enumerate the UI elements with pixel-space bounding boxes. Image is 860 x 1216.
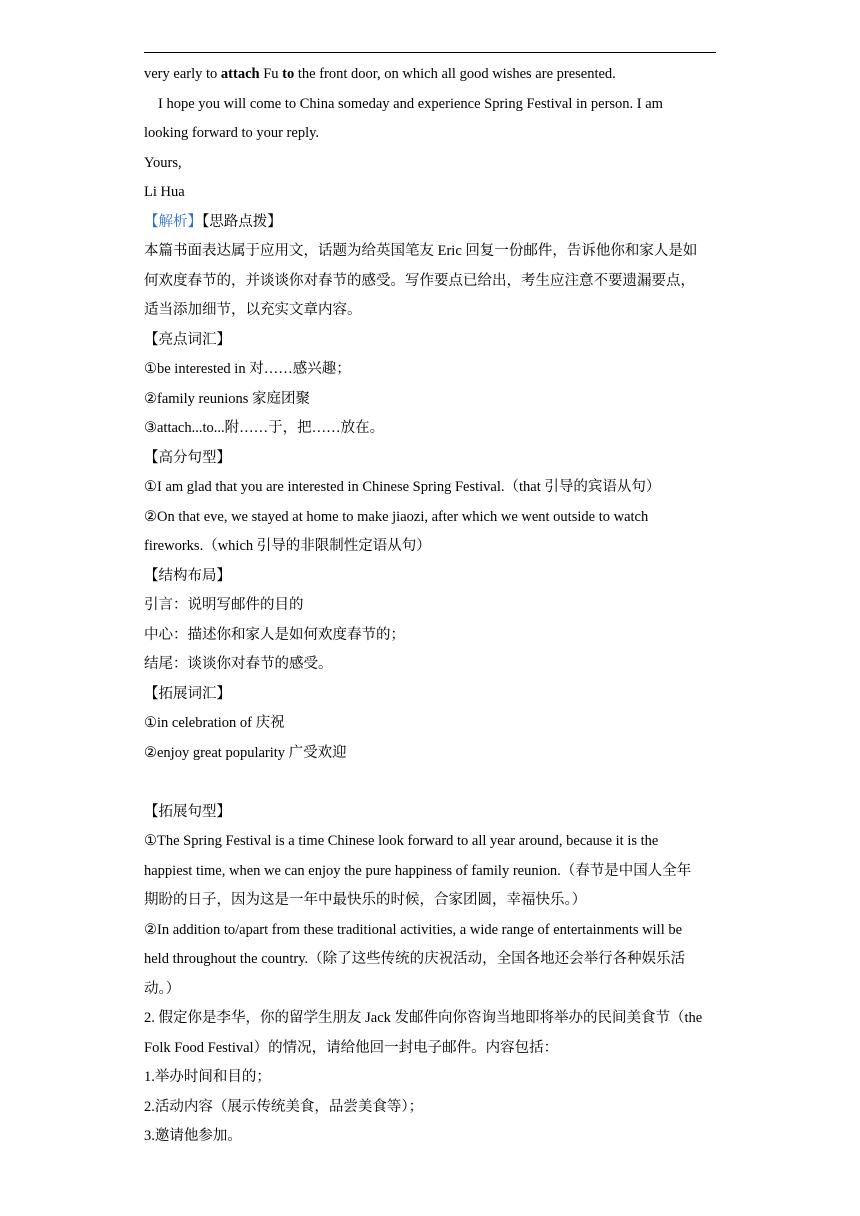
analysis-text: 本篇书面表达属于应用文，话题为给英国笔友 Eric 回复一份邮件，告诉他你和家人是如 — [144, 243, 698, 259]
letter-text: the front door, on which all good wishes are presented. — [294, 66, 616, 82]
bold-word: attach — [220, 66, 260, 82]
ext-sentence-text: held throughout the country.（除了这些传统的庆祝活动，全国各地还会举行各种娱乐活 — [144, 951, 686, 967]
bold-word: to — [282, 66, 295, 82]
analysis-heading-line — [144, 208, 718, 238]
ext-sentences-heading: 【拓展句型】 — [144, 803, 231, 820]
vocab-item: ①be interested in 对……感兴趣； — [144, 361, 351, 377]
ext-sentence-text: ①The Spring Festival is a time Chinese look forward to all year around, because it is the — [144, 833, 659, 849]
blank-line — [144, 768, 718, 798]
ext-sentence-text: 动。） — [144, 980, 181, 997]
letter-line — [144, 60, 718, 90]
ext-sentence-text: happiest time, when we can enjoy the pure happiness of family reunion.（春节是中国人全年 — [144, 862, 692, 879]
sentence-item: ②On that eve, we stayed at home to make jiaozi, after which we went outside to watch — [144, 508, 649, 525]
question-point: 2.活动内容（展示传统美食，品尝美食等）； — [144, 1098, 424, 1115]
letter-signature: Li Hua — [144, 184, 185, 200]
ext-vocab-heading: 【拓展词汇】 — [144, 685, 231, 702]
structure-item: 引言：说明写邮件的目的 — [144, 597, 304, 613]
sentences-heading: 【高分句型】 — [144, 449, 231, 466]
ext-sentence-text: 期盼的日子，因为这是一年中最快乐的时候，合家团圆，幸福快乐。） — [144, 892, 587, 908]
question-text: 2. 假定你是李华，你的留学生朋友 Jack 发邮件向你咨询当地即将举办的民间美食节（the — [144, 1010, 703, 1026]
letter-closing: Yours, — [144, 154, 182, 171]
question-point: 1.举办时间和目的； — [144, 1069, 271, 1085]
structure-heading: 【结构布局】 — [144, 567, 231, 584]
sentence-item: ①I am glad that you are interested in Chinese Spring Festival.（that 引导的宾语从句） — [144, 479, 661, 495]
letter-paragraph: I hope you will come to China someday and experience Spring Festival in person. I am — [158, 95, 663, 112]
vocab-heading: 【亮点词汇】 — [144, 331, 231, 348]
analysis-text: 适当添加细节，以充实文章内容。 — [144, 302, 362, 318]
structure-item: 中心：描述你和家人是如何欢度春节的； — [144, 626, 405, 643]
structure-item: 结尾：谈谈你对春节的感受。 — [144, 656, 333, 672]
letter-text: Fu — [259, 66, 283, 82]
analysis-tag: 【解析】 — [144, 213, 202, 230]
ext-sentence-text: ②In addition to/apart from these traditional activities, a wide range of entertainments will be — [144, 921, 683, 938]
analysis-text: 何欢度春节的，并谈谈你对春节的感受。写作要点已给出，考生应注意不要遗漏要点， — [144, 272, 695, 289]
sentence-item-cont: fireworks.（which 引导的非限制性定语从句） — [144, 538, 431, 554]
ext-vocab-item: ①in celebration of 庆祝 — [144, 715, 285, 731]
header-rule — [144, 52, 716, 53]
letter-paragraph-cont: looking forward to your reply. — [144, 125, 320, 141]
document-body — [144, 60, 718, 1152]
analysis-heading: 【思路点拨】 — [202, 213, 282, 230]
question-text: Folk Food Festival）的情况，请给他回一封电子邮件。内容包括： — [144, 1039, 559, 1056]
vocab-item: ③attach...to...附……于，把……放在。 — [144, 420, 385, 436]
question-point: 3.邀请他参加。 — [144, 1128, 242, 1144]
ext-vocab-item: ②enjoy great popularity 广受欢迎 — [144, 744, 347, 761]
letter-text: very early to — [144, 66, 221, 82]
vocab-item: ②family reunions 家庭团聚 — [144, 390, 311, 407]
